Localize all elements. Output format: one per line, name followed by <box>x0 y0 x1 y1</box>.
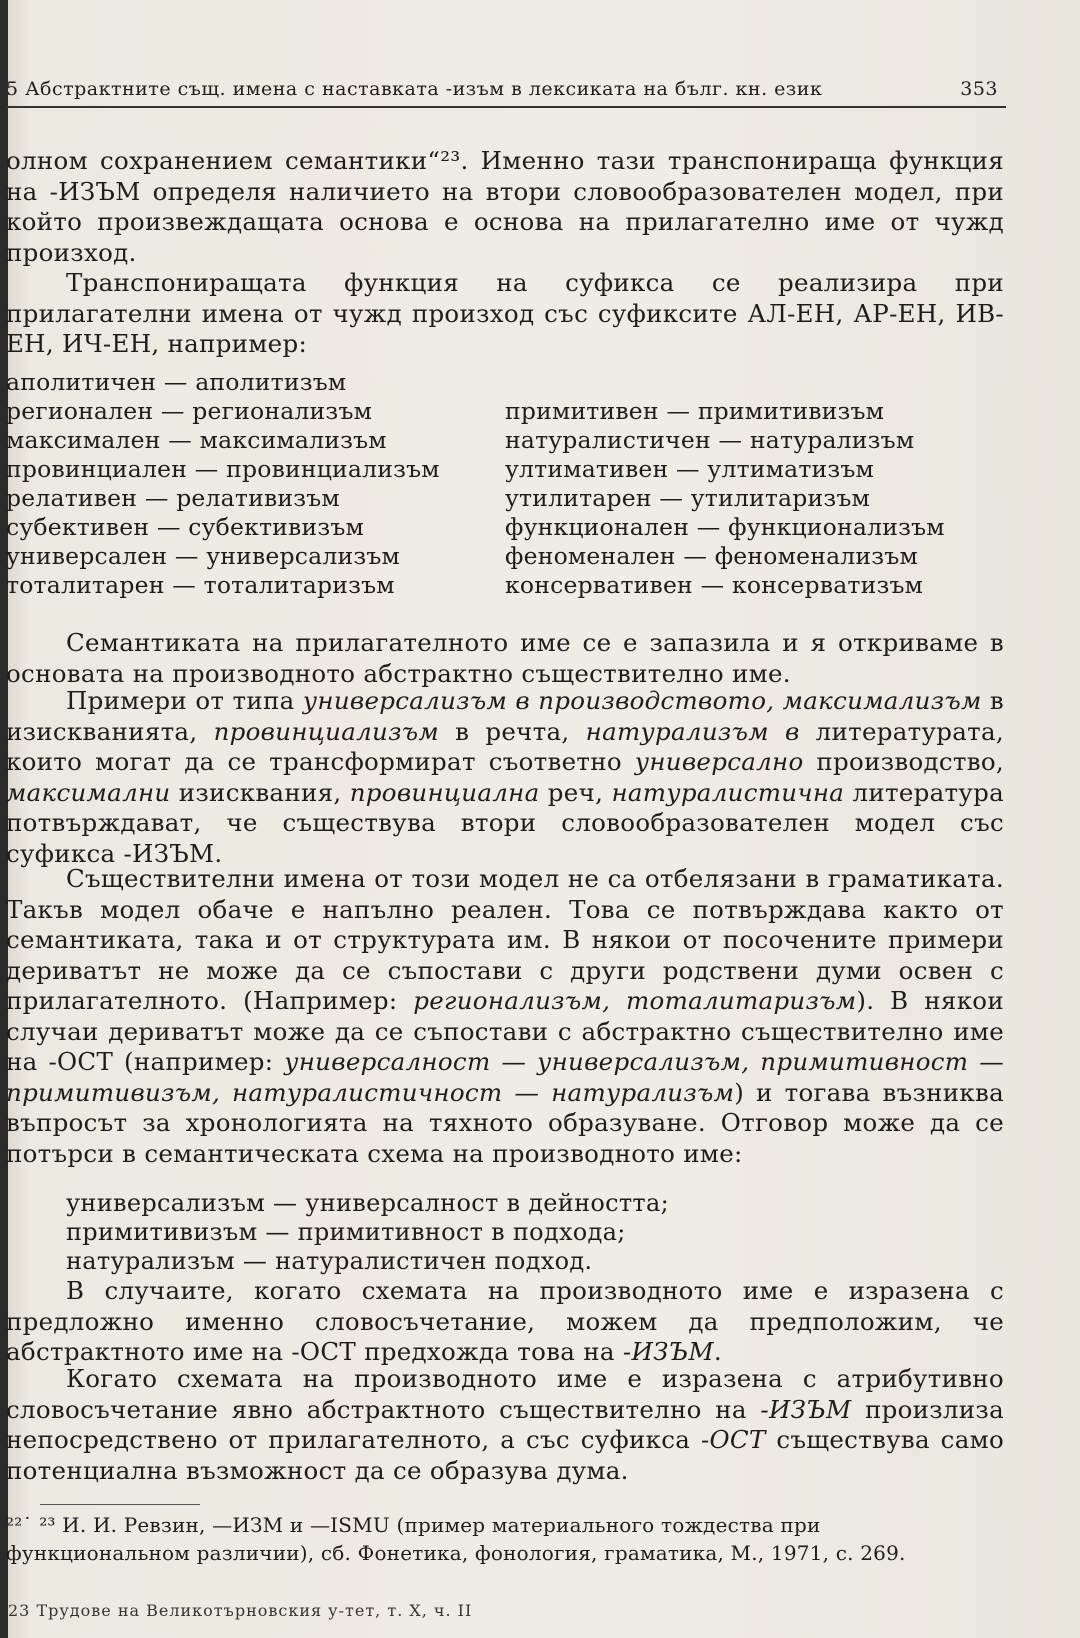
paragraph-3: Семантиката на прилагателното име се е запазила и я откриваме в основата на производното абстрактно съществително име. <box>6 628 1004 688</box>
word-pair: провинциален — провинциализъм <box>6 455 440 483</box>
header-title: 5 Абстрактните същ. имена с наставката -изъм в лексиката на бълг. кн. език <box>6 78 823 100</box>
word-pair: функционален — функционализъм <box>505 513 945 541</box>
schema-line: примитивизъм — примитивност в подхода; <box>66 1218 626 1246</box>
schema-line: натурализъм — натуралистичен подход. <box>66 1247 593 1275</box>
word-pair: консервативен — консерватизъм <box>505 571 924 599</box>
word-pair: субективен — субективизъм <box>6 513 364 541</box>
paragraph-5: Съществителни имена от този модел не са отбелязани в граматиката. Такъв модел обаче е напълно реален. Това се потвърждава както от семантиката, така и от структурата им. В някои от посочените примери дериватът не може да се съпостави с други родствени думи освен с прилагателното. (Например: регионализъм, тоталитаризъм). В някои случаи дериватът може да се съпостави с абстрактно съществително име на -ОСТ (например: универсалност — универсализъм, примитивност — примитивизъм, натуралистичност — натурализъм) и тогава възниква въпросът за хронологията на тяхното образуване. Отговор може да се потърси в семантическата схема на производното име: <box>6 864 1005 1168</box>
word-pairs-right <box>505 397 945 600</box>
paragraph-7: Когато схемата на производното име е изразена с атрибутивно словосъчетание явно абстрактното съществително на -ИЗЪМ произлиза непосредствено от прилагателното, а със суфикса -ОСТ съществува само потенциална възможност да се образува дума. <box>6 1364 1005 1485</box>
word-pairs-left <box>6 368 440 600</box>
word-pair: феноменален — феноменализъм <box>505 542 918 570</box>
running-header <box>6 78 1006 108</box>
paragraph-1: олном сохранением семантики“²³. Именно тази транспонираща функция на -ИЗЪМ определя наличието на втори словообразователен модел, при който произвеждащата основа е основа на прилагателно име от чужд произход. <box>6 146 1004 267</box>
paragraph-4: Примери от типа универсализъм в производството, максимализъм в изискванията, провинциализъм в речта, натурализъм в литературата, които могат да се трансформират съответно универсално производство, максимални изисквания, провинциална реч, натуралистична литература потвърждават, че съществува втори словообразователен модел със суфикса -ИЗЪМ. <box>6 686 1005 868</box>
schema-line: универсализъм — универсалност в дейността; <box>66 1189 670 1217</box>
footnote: ²²˙ ²³ И. И. Ревзин, —ИЗМ и —ISMU (пример материального тождества при функциональном различии), сб. Фонетика, фонология, граматика, М., 1971, с. 269. <box>6 1513 906 1565</box>
word-pair: аполитичен — аполитизъм <box>6 368 347 396</box>
page-number: 353 <box>960 78 998 100</box>
paragraph-6: В случаите, когато схемата на производното име е изразена с предложно именно словосъчетание, можем да предположим, че абстрактното име на -ОСТ предхожда това на -ИЗЪМ. <box>6 1276 1004 1366</box>
word-pair: максимален — максимализъм <box>6 426 387 454</box>
word-pair: натуралистичен — натурализъм <box>505 426 915 454</box>
word-pair: релативен — релативизъм <box>6 484 340 512</box>
semantic-schema-list <box>66 1189 966 1276</box>
word-pair: примитивен — примитивизъм <box>505 397 885 425</box>
page-footer: 23 Трудове на Великотърновския у-тет, т. X, ч. II <box>8 1601 473 1620</box>
word-pair: универсален — универсализъм <box>6 542 400 570</box>
word-pair: тоталитарен — тоталитаризъм <box>6 571 395 599</box>
word-pair: утилитарен — утилитаризъм <box>505 484 870 512</box>
footnote-divider <box>40 1504 200 1505</box>
word-pair: ултимативен — ултиматизъм <box>505 455 875 483</box>
paragraph-2: Транспониращата функция на суфикса се реализира при прилагателни имена от чужд произход със суфиксите АЛ-ЕН, АР-ЕН, ИВ-ЕН, ИЧ-ЕН, например: <box>6 268 1004 358</box>
word-pair: регионален — регионализъм <box>6 397 373 425</box>
